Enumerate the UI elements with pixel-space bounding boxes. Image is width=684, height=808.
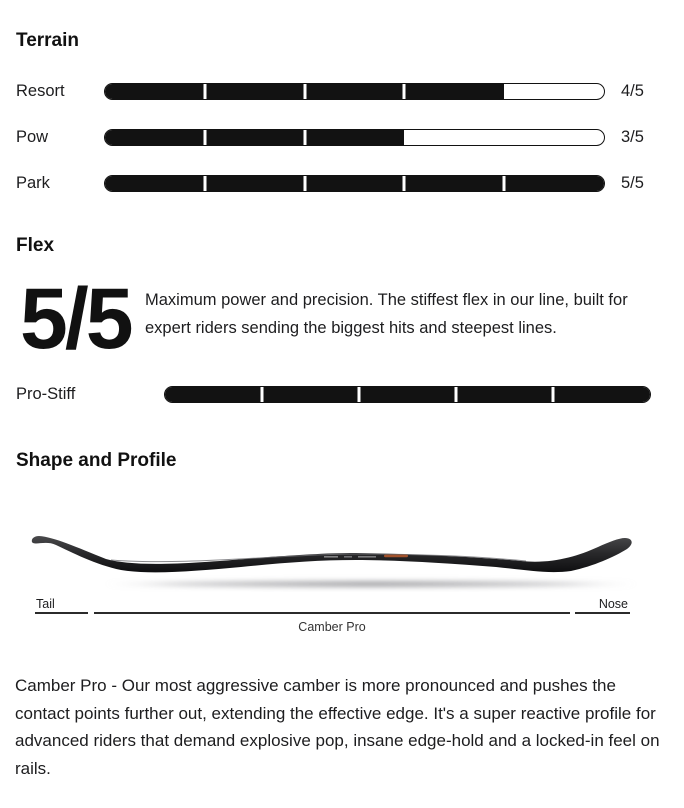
terrain-bar-resort [104,83,605,100]
terrain-label-pow: Pow [16,128,49,146]
shape-heading: Shape and Profile [16,450,177,471]
flex-heading: Flex [16,235,55,256]
terrain-row-pow [0,129,684,146]
flex-description: Maximum power and precision. The stiffest flex in our line, built for expert riders sending the biggest hits and steepest lines. [145,291,628,337]
flex-row-pro-stiff [0,386,684,403]
snowboard-profile-illustration [26,526,658,592]
terrain-row-park [0,175,684,192]
flex-label-pro-stiff: Pro-Stiff [16,385,76,403]
terrain-value-pow: 3/5 [621,128,644,146]
tail-underline [35,612,88,614]
nose-label: Nose [598,597,628,611]
profile-label-row [0,592,684,640]
nose-underline [575,612,630,614]
board-shadow [103,580,639,587]
flex-summary [0,271,684,368]
tail-label: Tail [36,597,55,611]
terrain-value-resort: 4/5 [621,82,644,100]
terrain-label-resort: Resort [16,82,65,100]
flex-bar-pro-stiff [164,386,651,403]
terrain-bar-park [104,175,605,192]
board-accent-mark [384,555,408,558]
profile-name-caption: Camber Pro [298,620,366,634]
flex-score: 5/5 [20,271,131,367]
terrain-bar-pow [104,129,605,146]
terrain-heading: Terrain [16,30,80,51]
terrain-value-park: 5/5 [621,174,644,192]
terrain-row-resort [0,83,684,100]
terrain-label-park: Park [16,174,50,192]
terrain-rating-list [0,83,684,192]
shape-description: Camber Pro - Our most aggressive camber is more pronounced and pushes the contact points further out, extending the effective edge. It's a super reactive profile for advanced riders that demand explosive pop, insane edge-hold and a locked-in feel on rails. [15,676,660,778]
camber-section-line [94,612,570,614]
